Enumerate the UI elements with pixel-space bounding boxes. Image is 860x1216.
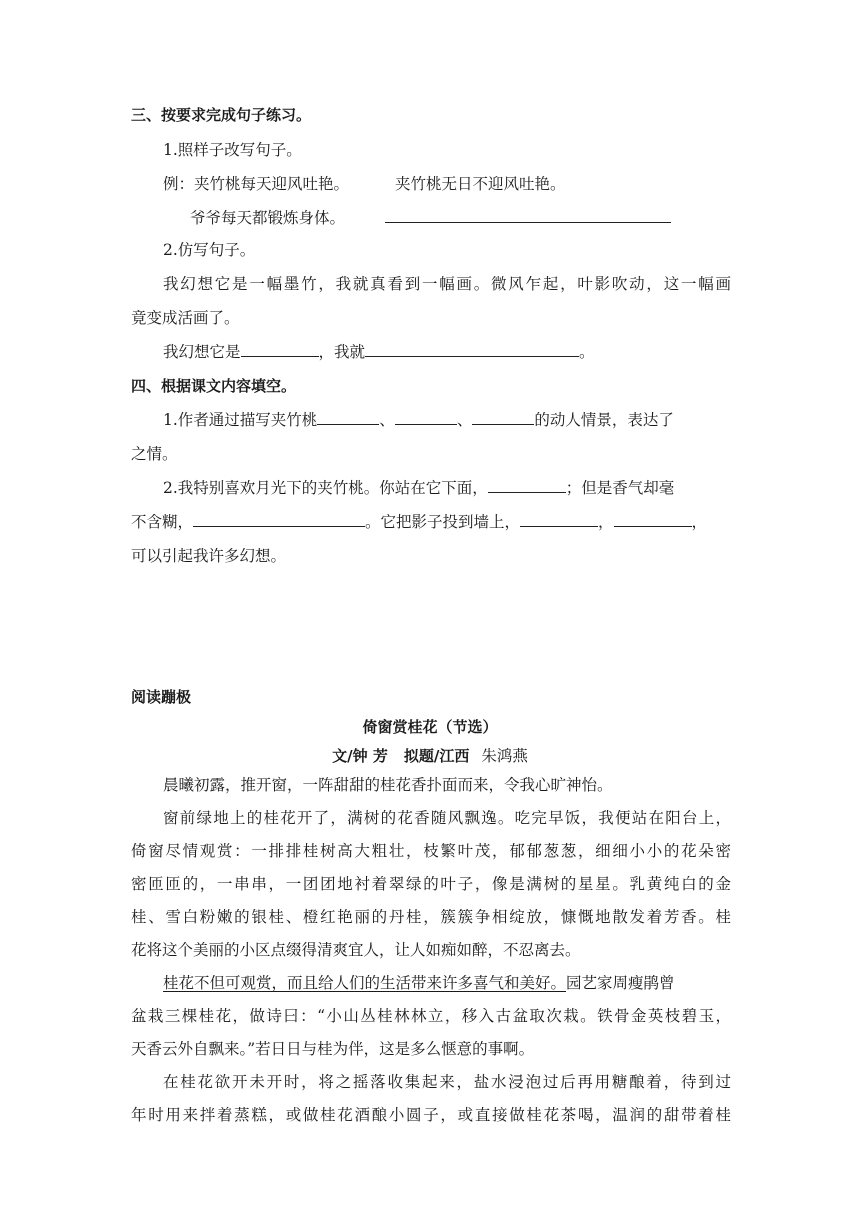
underlined-sentence: 桂花不但可观赏，而且给人们的生活带来许多喜气和美好。 — [163, 974, 567, 992]
section4-q2-line3: 可以引起我许多幻想。 — [131, 547, 287, 565]
reading-p4-line2: 年时用来拌着蒸糕，或做桂花酒酿小圆子，或直接做桂花茶喝，温润的甜带着桂 — [131, 1106, 731, 1124]
answer-blank[interactable] — [317, 410, 379, 425]
reading-p2-line1: 窗前绿地上的桂花开了，满树的花香随风飘逸。吃完早饭，我便站在阳台上， — [163, 809, 731, 827]
section4-q1-line2: 之情。 — [131, 445, 178, 463]
example-original: 夹竹桃每天迎风吐艳。 — [194, 175, 350, 193]
section3-q2-task: 我幻想它是 ，我就 。 — [163, 343, 595, 361]
section3-q1-example — [163, 174, 763, 194]
section4-heading: 四、根据课文内容填空。 — [131, 377, 297, 395]
reading-p3-line2: 盆栽三棵桂花，做诗曰：“小山丛桂林林立，移入古盆取次栽。铁骨金英枝碧玉， — [131, 1007, 731, 1025]
byline-editor: 拟题/江西 — [403, 747, 470, 765]
byline-editor-name: 朱鸿燕 — [481, 747, 528, 765]
section4-q2-line2: 不含糊， 。它把影子投到墙上， ， ， — [131, 513, 708, 531]
task-sentence: 爷爷每天都锻炼身体。 — [190, 209, 346, 227]
answer-blank[interactable] — [395, 410, 457, 425]
section3-q2-title: 2.仿写句子。 — [163, 241, 256, 259]
answer-blank[interactable] — [241, 342, 319, 357]
reading-p2-line4: 桂、雪白粉嫩的银桂、橙红艳丽的丹桂，簇簇争相绽放，慷慨地散发着芳香。桂 — [131, 908, 731, 926]
reading-p3-line3: 天香云外自飘来。”若日日与桂为伴，这是多么惬意的事啊。 — [131, 1040, 535, 1058]
answer-blank[interactable] — [365, 342, 579, 357]
example-rewritten: 夹竹桃无日不迎风吐艳。 — [395, 175, 566, 193]
section3-heading: 三、按要求完成句子练习。 — [131, 106, 312, 124]
answer-blank[interactable] — [614, 512, 692, 527]
reading-p2-line5: 花将这个美丽的小区点缀得清爽宜人，让人如痴如醉，不忍离去。 — [131, 941, 581, 959]
section4-q1: 1.作者通过描写夹竹桃 、 、 的动人情景，表达了 — [163, 411, 674, 429]
section3-q2-line2: 竟变成活画了。 — [131, 309, 240, 327]
answer-blank[interactable] — [488, 478, 566, 493]
reading-byline — [0, 746, 860, 766]
answer-blank[interactable] — [385, 208, 671, 223]
section3-q2-line1: 我幻想它是一幅墨竹，我就真看到一幅画。微风乍起，叶影吹动，这一幅画 — [163, 275, 731, 293]
reading-title: 倚窗赏桂花（节选） — [362, 718, 498, 736]
reading-p2-line3: 密匝匝的，一串串，一团团地衬着翠绿的叶子，像是满树的星星。乳黄纯白的金 — [131, 875, 731, 893]
section3-q1-title: 1.照样子改写句子。 — [163, 141, 302, 159]
answer-blank[interactable] — [520, 512, 598, 527]
reading-p2-line2: 倚窗尽情观赏：一排排桂树高大粗壮，枝繁叶茂，郁郁葱葱，细细小小的花朵密 — [131, 842, 731, 860]
reading-p3-line1: 桂花不但可观赏，而且给人们的生活带来许多喜气和美好。园艺家周瘦鹃曾 — [163, 974, 675, 992]
answer-blank[interactable] — [193, 512, 365, 527]
section3-q1-task — [190, 208, 790, 228]
section4-q2-line1: 2.我特别喜欢月光下的夹竹桃。你站在它下面， ；但是香气却毫 — [163, 479, 675, 497]
reading-p1: 晨曦初露，推开窗，一阵甜甜的桂花香扑面而来，令我心旷神怡。 — [163, 776, 613, 794]
reading-label: 阅读蹦极 — [131, 688, 192, 706]
answer-blank[interactable] — [472, 410, 534, 425]
byline-author: 文/钟 芳 — [332, 747, 388, 765]
reading-p4-line1: 在桂花欲开未开时，将之摇落收集起来，盐水浸泡过后再用糖酿着，待到过 — [163, 1073, 731, 1091]
example-prefix: 例： — [163, 175, 195, 193]
